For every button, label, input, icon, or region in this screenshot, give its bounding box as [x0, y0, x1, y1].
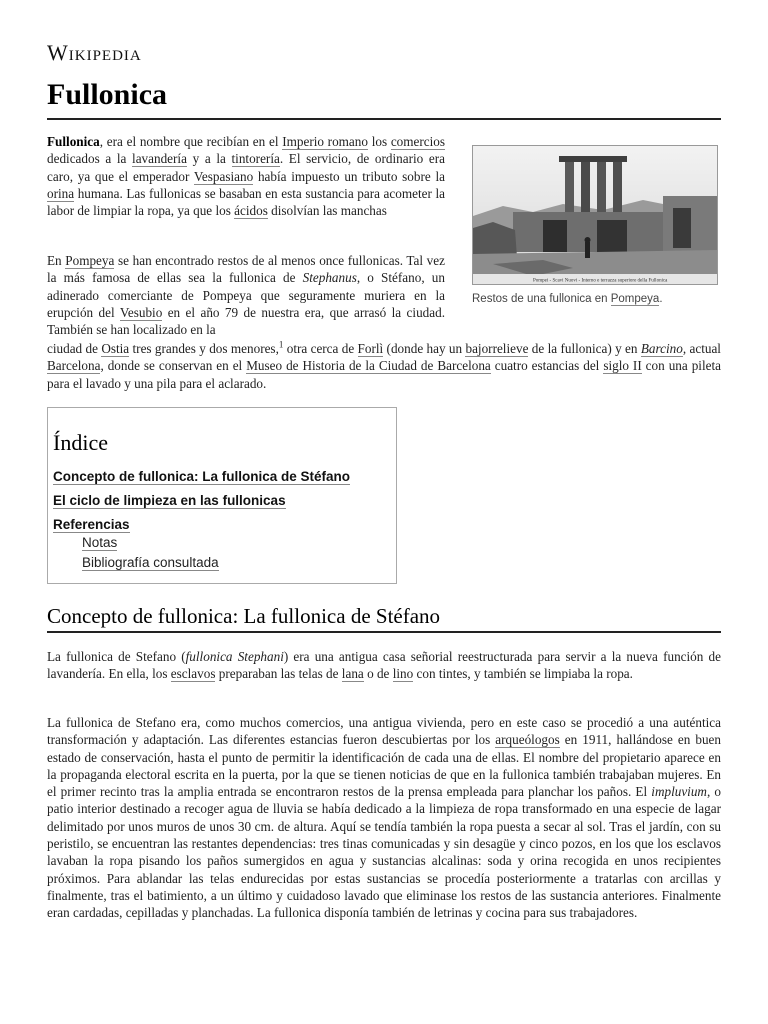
article-link[interactable]: esclavos — [170, 666, 216, 682]
article-link[interactable]: bajorrelieve — [465, 341, 529, 356]
caption-link-pompeya[interactable]: Pompeya — [610, 293, 660, 305]
article-link[interactable]: Barcelona — [47, 358, 101, 374]
text-run: Fullonica — [47, 134, 100, 149]
text-run: otra cerca de — [283, 341, 358, 356]
article-link[interactable]: Museo de Historia de la Ciudad de Barcelona — [246, 358, 491, 374]
text-run: y a la — [186, 151, 232, 167]
article-link[interactable]: Ostia — [101, 341, 130, 356]
text-run: humana. Las fullonicas se basaban en esta sustancia para acometer la labor de limpiar la ropa, ya que los — [47, 185, 445, 219]
table-of-contents — [47, 407, 397, 584]
text-run: con una pileta para el lavado y una pila para el aclarado. — [47, 358, 721, 391]
article-link[interactable]: Forlì — [357, 341, 384, 356]
text-run: disolvían las manchas — [267, 203, 387, 219]
text-run: cuatro estancias del — [490, 358, 604, 374]
text-run: , era el nombre que recibían en el — [99, 134, 283, 149]
text-run: dedicados a la — [47, 151, 133, 167]
text-run: . El servicio, de ordinario era caro, ya que el emperador — [47, 151, 445, 184]
intro-paragraph-2-continued — [47, 340, 721, 392]
toc-subitem-notas[interactable]: Notas — [82, 535, 118, 550]
text-run: con tintes, y también se limpiaba la ropa. — [413, 666, 633, 682]
text-run: había impuesto un tributo sobre la — [253, 168, 446, 184]
text-run: La fullonica de Stefano era, como muchos comercios, una antigua vivienda, pero en este caso se procedió a una auténtica transformación y adaptación. Las diferentes estancias fueron descubiertas por los — [47, 715, 721, 748]
text-run: , donde se conservan en el — [100, 358, 247, 374]
article-link[interactable]: tintorería — [231, 151, 280, 167]
article-link[interactable]: siglo II — [603, 358, 642, 374]
text-run: tres grandes y dos menores, — [129, 341, 279, 356]
toc-heading: Índice — [53, 430, 108, 455]
article-link[interactable]: ácidos — [234, 203, 268, 219]
photo-inscription: Pompei - Scavi Nuovi - Interno e terrazza superiore della Fullonica — [533, 278, 668, 284]
toc-item-ciclo[interactable]: El ciclo de limpieza en las fullonicas — [53, 493, 286, 508]
article-link[interactable]: Pompeya — [65, 253, 115, 268]
text-run: ciudad de — [47, 341, 102, 356]
text-run: Stephanus — [302, 270, 357, 286]
article-link[interactable]: comercios — [390, 134, 446, 149]
footnote-ref[interactable]: 1 — [278, 339, 284, 350]
article-link[interactable]: lana — [341, 666, 364, 682]
article-link[interactable]: Vesubio — [119, 304, 163, 320]
figure-caption — [472, 293, 718, 305]
text-run: (donde hay un — [383, 341, 466, 356]
article-link[interactable]: lavandería — [132, 151, 187, 167]
intro-paragraph-2 — [47, 252, 445, 338]
text-run: ) era una antigua casa señorial reestructurada para servir a la nueva función de lavandería. En ella, los — [47, 649, 721, 682]
text-run: o de — [363, 666, 393, 682]
article-link[interactable]: orina — [47, 185, 75, 201]
article-link[interactable]: arqueólogos — [495, 732, 560, 748]
text-run: de la fullonica) y en — [528, 341, 641, 356]
text-run: La fullonica de Stefano ( — [47, 649, 186, 664]
article-figure — [472, 145, 718, 305]
text-run: fullonica Stephani — [185, 649, 284, 664]
text-run: En — [47, 253, 66, 268]
text-run: , o patio interior destinado a recoger agua de lluvia se había dedicado a la limpieza de ropa transformado en una especie de lagar delimitado por unos muros de unos 30 cm. de altura. Aquí se tendía también la ropa puesta a secar al sol. Tras el jardín, con su peristilo, se encuentran las restantes dependencias: tres tinas comunicadas y sin desagüe y cinco pozos, en los que los esclavos lavaban la ropa pisando los paños sumergidos en agua y sustancias alcalinas: soda y orina recogida en unos recipientes próximos. Para ablandar las telas endurecidas por estas sustancias se procedía posteriormente a tratarlas con arcillas y finalmente, tras el batimiento, a un último y cuidadoso lavado que eliminase los restos de las sustancia anteriores. Finalmente eran cardadas, cepilladas y planchadas. La fullonica disponía también de letrinas y cocina para sus trabajadores. — [47, 784, 722, 921]
toc-item-referencias[interactable]: Referencias — [53, 517, 130, 532]
text-run: los — [367, 134, 391, 149]
text-run: impluvium — [651, 784, 707, 800]
wikipedia-wordmark[interactable]: Wikipedia — [47, 40, 142, 65]
article-link[interactable]: Barcino — [640, 341, 683, 356]
section-paragraph-1 — [47, 648, 721, 683]
text-run: , o Stéfano, un adinerado comerciante de Pompeya que seguramente muriera en la erupción del — [47, 270, 445, 320]
toc-subitem-bibliografia[interactable]: Bibliografía consultada — [82, 555, 219, 570]
intro-paragraph-1 — [47, 133, 445, 219]
text-run: en 1911, hallándose en buen estado de conservación, hasta el punto de permitir la identificación de cada una de ellas. El nombre del propietario aparece en la propaganda electoral escrita en la puerta, por la que se tienen noticias de que en la fullonica también trabajaban mujeres. En el primer recinto tras la amplia entrada se encontraron restos de la prensa empleada para planchar los paños. El — [47, 732, 722, 800]
text-run: en el año 79 de nuestra era, que arrasó la ciudad. También se han localizado en la — [47, 304, 445, 338]
caption-period: . — [659, 293, 663, 305]
toc-item-concepto[interactable]: Concepto de fullonica: La fullonica de Stéfano — [53, 469, 351, 484]
section-paragraph-2 — [47, 714, 721, 922]
page-title: Fullonica — [47, 78, 721, 120]
caption-text: Restos de una fullonica en — [472, 293, 611, 305]
article-link[interactable]: lino — [392, 666, 414, 682]
article-link[interactable]: Imperio romano — [282, 134, 368, 149]
pompeii-fullonica-photo[interactable] — [472, 145, 718, 285]
section-heading-concepto: Concepto de fullonica: La fullonica de Stéfano — [47, 604, 721, 633]
text-run: , actual — [682, 341, 721, 356]
text-run: se han encontrado restos de al menos once fullonicas. Tal vez la más famosa de ellas sea la fullonica de — [47, 253, 445, 286]
article-link[interactable]: Vespasiano — [193, 168, 254, 184]
text-run: preparaban las telas de — [215, 666, 342, 682]
